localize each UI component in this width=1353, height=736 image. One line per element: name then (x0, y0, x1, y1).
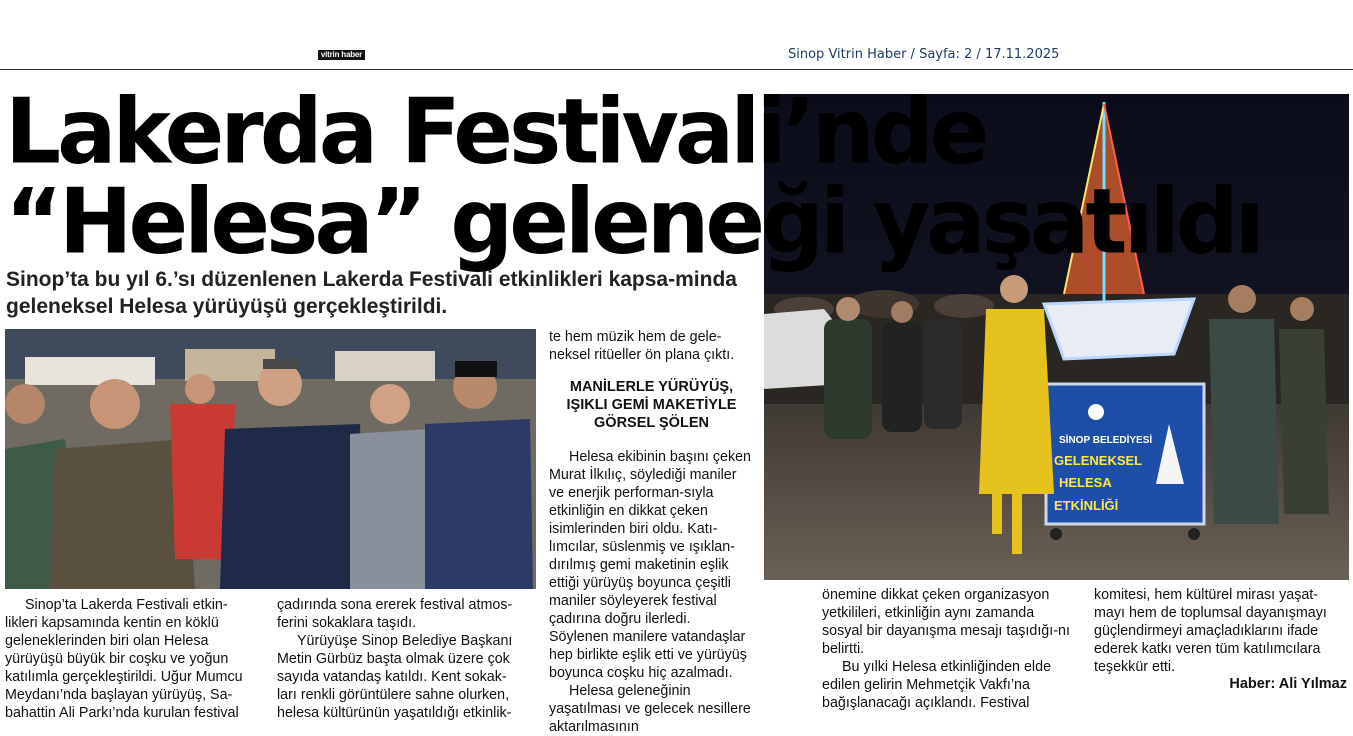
article-column-4 (822, 586, 1072, 712)
cart-label-2: GELENEKSEL (1054, 453, 1143, 468)
section-title: MANİLERLE YÜRÜYÜŞ, IŞIKLI GEMİ MAKETİYLE GÖRSEL ŞÖLEN (566, 379, 737, 431)
byline: Haber: Ali Yılmaz (1229, 676, 1347, 692)
column-3-paragraph-2: Helesa ekibinin başını çeken Murat İlkılıç, söylediği maniler ve enerjik performan-sıyla etkinliğin en dikkat çeken isimlerinden biri oldu. Katı-lımcılar, süslenmiş ve ışıklan-dırılmış gemi maketinin eşlik ettiği yürüyüş boyunca çeşitli maniler söyleyerek festival çadırına doğru ilerledi. Söylenen manilere vatandaşlar hep birlikte eşlik etti ve yürüyüş boyunca coşku hiç azalmadı. (549, 449, 751, 681)
article-column-3 (549, 328, 754, 736)
header-rule (0, 69, 1353, 70)
masthead-logo: vitrin haber (318, 50, 365, 60)
headline-line-1: Lakerda Festivali’nde (5, 78, 986, 185)
subhead: Sinop’ta bu yıl 6.’sı düzenlenen Lakerda Festivali etkinlikleri kapsa-minda geleneksel Helesa yürüyüşü gerçekleştirildi. (6, 268, 737, 318)
article-column-5 (1094, 586, 1346, 676)
column-3-paragraph-3: Helesa geleneğinin yaşatılması ve gelecek nesillere aktarılmasının (549, 683, 751, 735)
column-3-paragraph-1: te hem müzik hem de gele-neksel ritüeller ön plana çıktı. (549, 329, 735, 363)
column-5-paragraph-1: komitesi, hem kültürel mirası yaşat-mayı hem de toplumsal dayanışmayı güçlendirmeyi amaçladıklarını ifade ederek katkı veren tüm katılımcılara teşekkür etti. (1094, 587, 1327, 675)
headline-line-2: “Helesa” geleneği yaşatıldı (5, 168, 1261, 275)
column-4-paragraph-1: önemine dikkat çeken organizasyon yetkilileri, etkinliğin aynı zamanda sosyal bir dayanışma mesajı taşıdığı-nı belirtti. (822, 587, 1070, 657)
column-4-paragraph-2: Bu yılki Helesa etkinliğinden elde edilen gelirin Mehmetçik Vakfı’na bağışlanacağı açıklandı. Festival (822, 659, 1052, 711)
cart-label-3: HELESA (1059, 475, 1112, 490)
article-column-2 (277, 596, 525, 722)
column-2-paragraph-2: Yürüyüşe Sinop Belediye Başkanı Metin Gürbüz başta olmak üzere çok sayıda vatandaş katıldı. Kent sokak-ları renkli görüntülere sahne olurken, helesa kültürünün yaşatıldığı etkinlik- (277, 633, 513, 721)
column-2-paragraph-1: çadırında sona ererek festival atmos-ferini sokaklara taşıdı. (277, 597, 513, 631)
cart-label-1: SİNOP BELEDİYESİ (1059, 435, 1153, 446)
column-1-paragraph: Sinop’ta Lakerda Festivali etkin-likleri kapsamında kentin en köklü geleneklerinden biri olan Helesa yürüyüşü büyük bir coşku ve yoğun katılımla gerçekleştirildi. Uğur Mumcu Meydanı’nda başlayan yürüyüş, Sa-bahattin Ali Parkı’nda kurulan festival (5, 597, 243, 721)
mayor-speech-photo (5, 329, 536, 589)
article-column-1 (5, 596, 253, 722)
page-info: Sinop Vitrin Haber / Sayfa: 2 / 17.11.2025 (788, 47, 1060, 62)
cart-label-4: ETKİNLİĞİ (1054, 498, 1119, 513)
